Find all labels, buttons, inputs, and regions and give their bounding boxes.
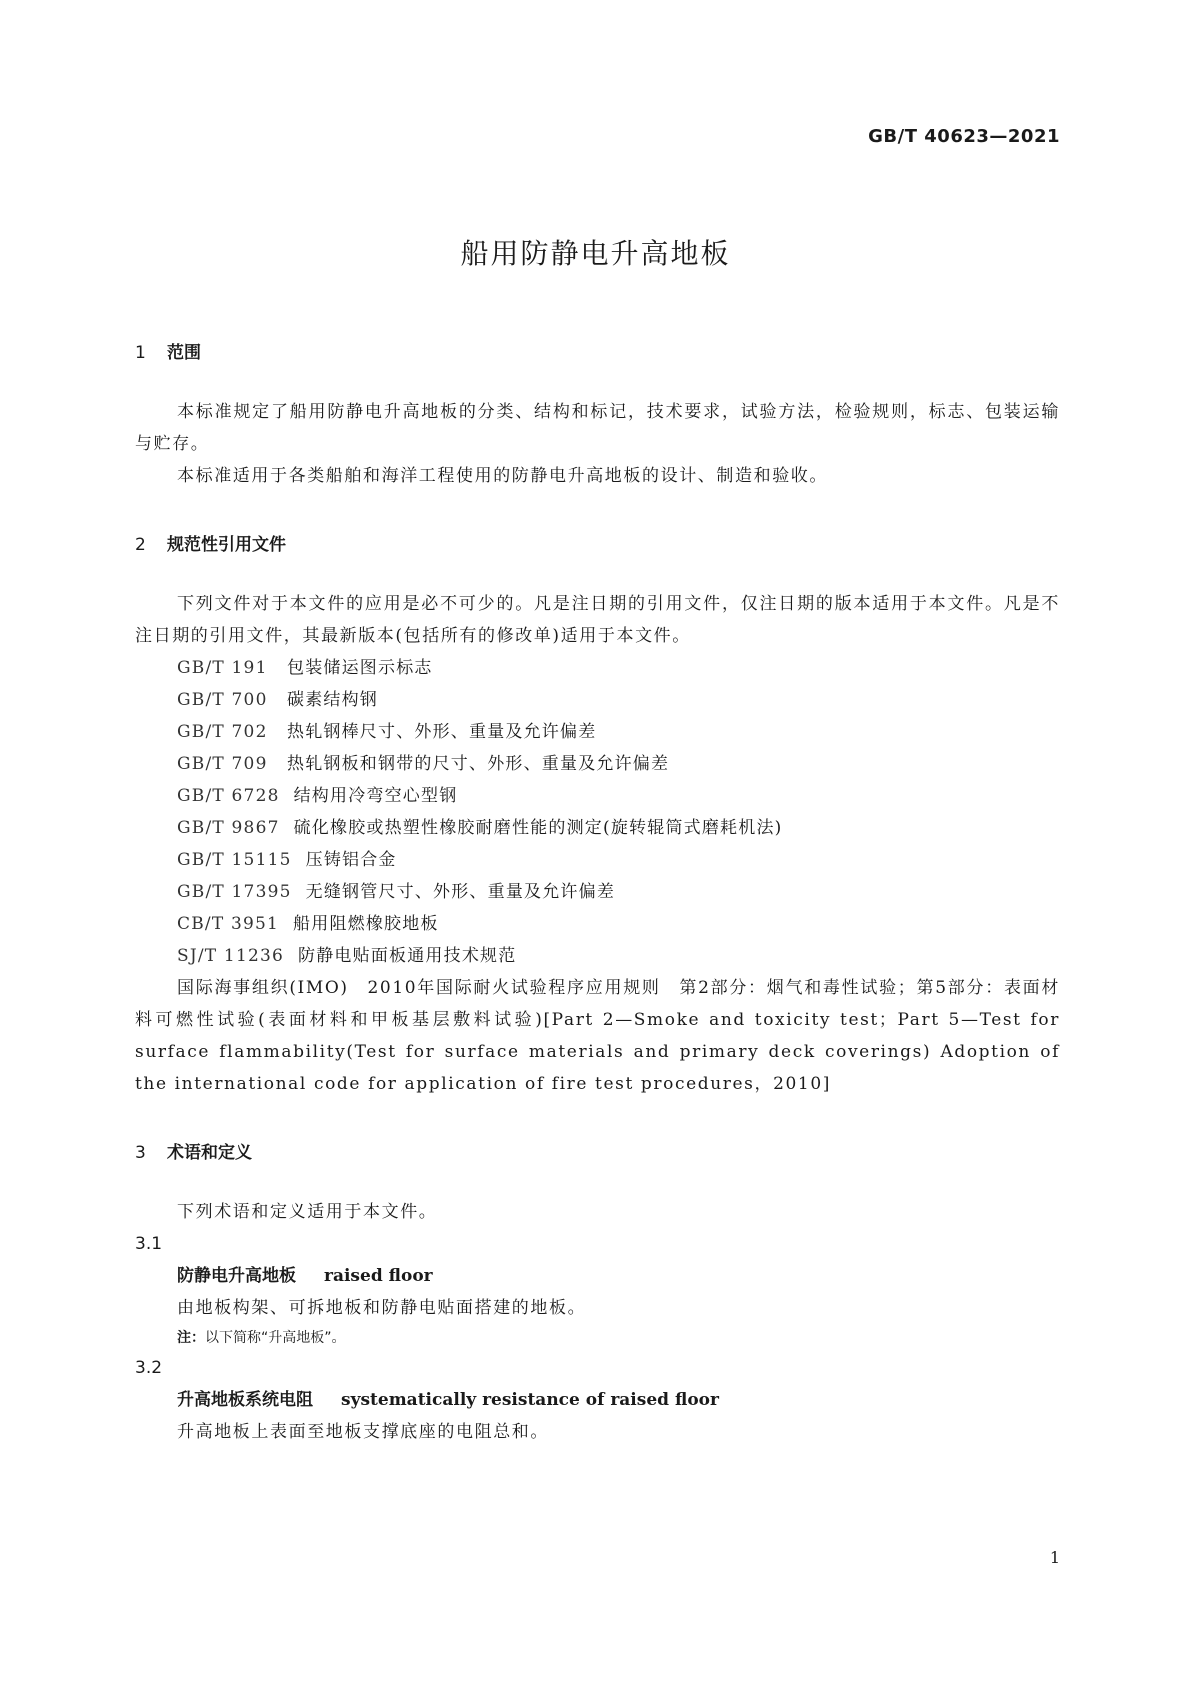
term-zh: 升高地板系统电阻 [177, 1390, 313, 1410]
reference-item [135, 940, 1060, 972]
reference-code: GB/T 9867 [177, 818, 280, 838]
section-3-heading [135, 1140, 1060, 1166]
terms-intro: 下列术语和定义适用于本文件。 [177, 1202, 438, 1222]
term-en: systematically resistance of raised floor [341, 1390, 719, 1410]
document-title: 船用防静电升高地板 [460, 237, 731, 270]
reference-code: SJ/T 11236 [177, 946, 285, 966]
reference-title: 热轧钢板和钢带的尺寸、外形、重量及允许偏差 [287, 754, 670, 774]
reference-item [135, 748, 1060, 780]
scope-paragraph: 本标准适用于各类船舶和海洋工程使用的防静电升高地板的设计、制造和验收。 [177, 466, 828, 486]
section-number: 3 [135, 1143, 146, 1163]
reference-code: GB/T 702 [177, 722, 268, 742]
reference-title: 碳素结构钢 [287, 690, 378, 710]
reference-title: 无缝钢管尺寸、外形、重量及允许偏差 [305, 882, 616, 902]
references-intro: 下列文件对于本文件的应用是必不可少的。凡是注日期的引用文件，仅注日期的版本适用于本文件。凡是不注日期的引用文件，其最新版本(包括所有的修改单)适用于本文件。 [135, 594, 1060, 646]
reference-list [135, 652, 1060, 972]
reference-title: 压铸铝合金 [305, 850, 397, 870]
section-2-heading [135, 532, 1060, 558]
section-title: 规范性引用文件 [167, 535, 286, 555]
section-1-heading [135, 340, 1060, 366]
reference-item [135, 780, 1060, 812]
term-zh: 防静电升高地板 [177, 1266, 296, 1286]
section-title: 术语和定义 [167, 1143, 252, 1163]
reference-title: 硫化橡胶或热塑性橡胶耐磨性能的测定(旋转辊筒式磨耗机法) [293, 818, 783, 838]
standard-code: GB/T 40623—2021 [868, 126, 1060, 147]
scope-paragraph: 本标准规定了船用防静电升高地板的分类、结构和标记，技术要求，试验方法，检验规则，标志、包装运输与贮存。 [135, 402, 1060, 454]
reference-item [135, 812, 1060, 844]
term-definition: 由地板构架、可拆地板和防静电贴面搭建的地板。 [177, 1298, 587, 1318]
reference-title: 船用阻燃橡胶地板 [293, 914, 439, 934]
section-number: 2 [135, 535, 146, 555]
reference-item [135, 716, 1060, 748]
reference-code: GB/T 700 [177, 690, 268, 710]
reference-item [135, 684, 1060, 716]
note-text: 以下简称“升高地板”。 [205, 1330, 346, 1346]
section-number: 1 [135, 343, 146, 363]
reference-code: GB/T 15115 [177, 850, 292, 870]
reference-item [135, 876, 1060, 908]
reference-title: 包装储运图示标志 [287, 658, 433, 678]
reference-code: GB/T 709 [177, 754, 268, 774]
page-number: 1 [1049, 1548, 1060, 1567]
reference-code: GB/T 6728 [177, 786, 280, 806]
term-number: 3.1 [135, 1234, 163, 1254]
reference-item [135, 908, 1060, 940]
term-title [135, 1260, 1060, 1292]
reference-title: 防静电贴面板通用技术规范 [298, 946, 517, 966]
reference-code: GB/T 191 [177, 658, 268, 678]
section-title: 范围 [167, 343, 201, 363]
term-entry [135, 1352, 1060, 1448]
term-title [135, 1384, 1060, 1416]
reference-item [135, 652, 1060, 684]
term-en: raised floor [324, 1266, 433, 1286]
reference-code: GB/T 17395 [177, 882, 292, 902]
term-note [135, 1324, 1060, 1352]
term-number: 3.2 [135, 1358, 163, 1378]
note-label: 注： [177, 1330, 205, 1346]
term-entry [135, 1228, 1060, 1352]
imo-reference: 国际海事组织(IMO) 2010年国际耐火试验程序应用规则 第2部分：烟气和毒性试验；第5部分：表面材料可燃性试验(表面材料和甲板基层敷料试验)[Part 2—Smoke and toxicity test；Part 5—Test for surface flammability(Test for surface materials and primary deck coverings) Adoption of the international code for application of fire test procedures，2010] [135, 978, 1060, 1094]
term-definition: 升高地板上表面至地板支撑底座的电阻总和。 [177, 1422, 549, 1442]
reference-item [135, 844, 1060, 876]
reference-title: 结构用冷弯空心型钢 [293, 786, 458, 806]
document-body [135, 340, 1060, 1448]
reference-title: 热轧钢棒尺寸、外形、重量及允许偏差 [287, 722, 597, 742]
reference-code: CB/T 3951 [177, 914, 280, 934]
